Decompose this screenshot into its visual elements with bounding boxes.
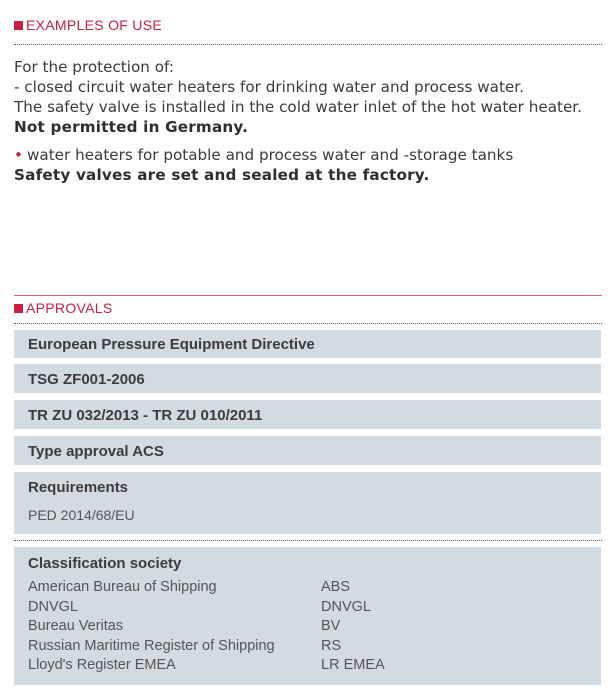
divider [14,323,602,324]
examples-heading: EXAMPLES OF USE [14,17,602,33]
approvals-heading: APPROVALS [14,300,602,316]
section-marker-icon [14,304,23,313]
bullet-item: • water heaters for potable and process water and -storage tanks [14,146,514,164]
divider [14,540,602,541]
classification-row: DNVGL DNVGL [28,598,371,615]
classification-row: Bureau Veritas BV [28,618,341,634]
section-separator [14,295,602,296]
examples-body [14,57,604,185]
not-permitted-note: Not permitted in Germany. [14,118,249,136]
approval-row: TSG ZF001-2006 [14,364,601,393]
classification-list [14,579,574,677]
classification-row: Lloyd's Register EMEA LR EMEA [28,657,385,673]
classification-box: Classification society [14,547,601,685]
classification-row: Russian Maritime Register of Shipping RS [28,637,342,654]
divider [14,44,602,45]
approval-row: TR ZU 032/2013 - TR ZU 010/2011 [14,400,601,429]
section-marker-icon [14,21,23,30]
factory-note: Safety valves are set and sealed at the factory. [14,166,430,184]
requirements-box: Requirements PED 2014/68/EU [14,472,601,534]
approval-row: European Pressure Equipment Directive [14,330,601,358]
intro-text: For the protection of: [14,58,174,76]
installation-note: The safety valve is installed in the cold water inlet of the hot water heater. [14,98,582,116]
approval-row: Type approval ACS [14,436,601,465]
use-item: - closed circuit water heaters for drinking water and process water. [14,78,524,96]
bullet-icon: • [14,146,23,164]
classification-row: American Bureau of Shipping ABS [28,579,351,595]
